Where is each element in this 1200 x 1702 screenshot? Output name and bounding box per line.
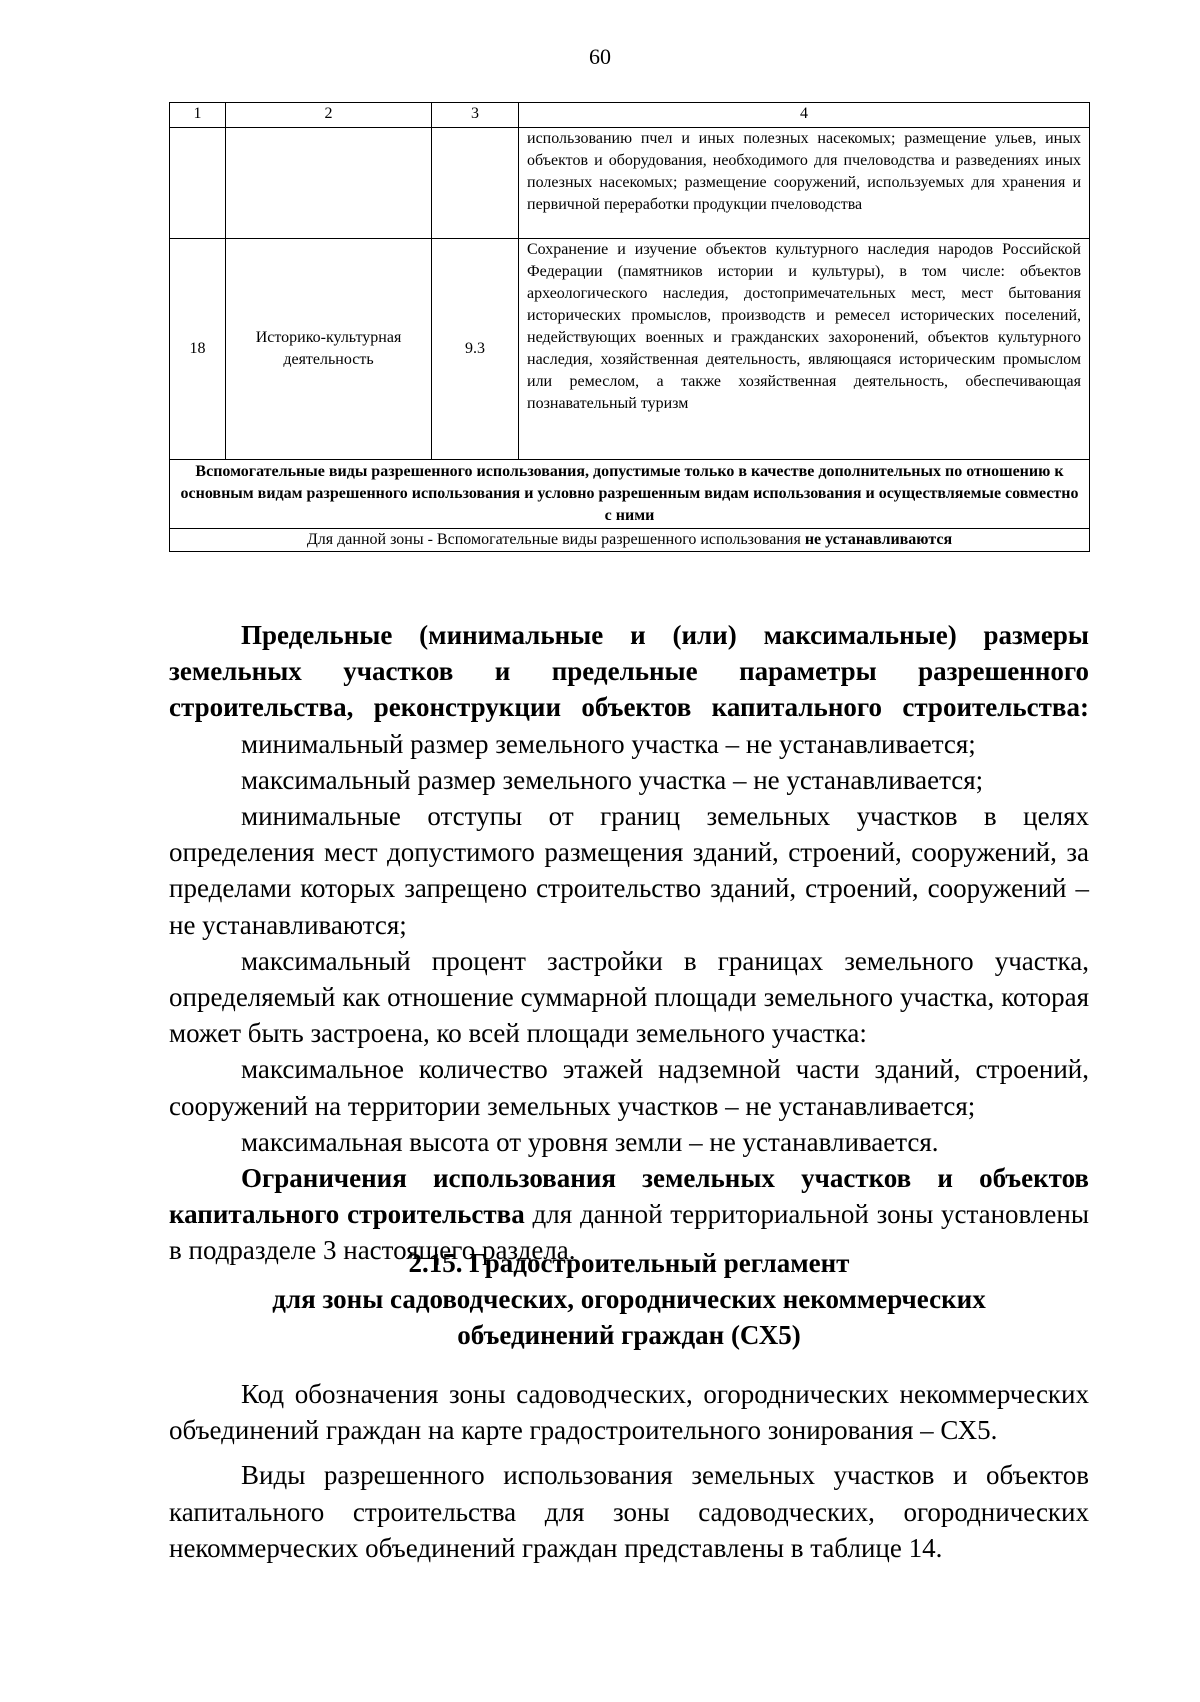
- aux-note-prefix: Для данной зоны - Вспомогательные виды разрешенного использования: [306, 531, 805, 548]
- name-cell: [226, 128, 432, 239]
- num-cell: [170, 128, 226, 239]
- aux-heading-cell: Вспомогательные виды разрешенного использования, допустимые только в качестве дополнительных по отношению к основным видам разрешенного использования и условно разрешенным видам использования и осуществляемые совместно с ними: [170, 460, 1090, 529]
- header-cell: 4: [519, 103, 1090, 128]
- limit-item: максимальная высота от уровня земли – не устанавливается.: [241, 1126, 939, 1157]
- limit-item: максимальный размер земельного участка – не устанавливается;: [241, 764, 984, 795]
- limit-item: минимальный размер земельного участка – не устанавливается;: [241, 728, 976, 759]
- section-title-line: объединений граждан (СХ5): [457, 1320, 801, 1350]
- code-cell: [432, 128, 519, 239]
- aux-note-cell: [170, 529, 1090, 552]
- header-cell: 1: [170, 103, 226, 128]
- header-cell: 2: [226, 103, 432, 128]
- table-row-18: [170, 239, 1090, 460]
- description-cell: использованию пчел и иных полезных насекомых; размещение ульев, иных объектов и оборудования, необходимого для пчеловодства и разведениях иных полезных насекомых; размещение сооружений, используемых для хранения и первичной переработки продукции пчеловодства: [519, 128, 1090, 239]
- name-cell: Историко-культурная деятельность: [226, 239, 432, 460]
- table-row-aux-heading: [170, 460, 1090, 529]
- restrictions-bold: Ограничения использования земельных участков и объектов капитального строительства: [169, 1163, 1089, 1230]
- code-cell: 9.3: [432, 239, 519, 460]
- permitted-use-table: [169, 102, 1090, 552]
- limits-heading: Предельные (минимальные и (или) максимальные) размеры земельных участков и предельные параметры разрешенного строительства, реконструкции объектов капитального строительства:: [169, 620, 1089, 723]
- page-number: 60: [589, 44, 611, 69]
- table-header-row: [170, 103, 1090, 128]
- table-row-continuation: [170, 128, 1090, 239]
- header-cell: 3: [432, 103, 519, 128]
- num-cell: 18: [170, 239, 226, 460]
- limit-item: максимальный процент застройки в границах земельного участка, определяемый как отношение суммарной площади земельного участка, которая может быть застроена, ко всей площади земельного участка:: [169, 945, 1089, 1049]
- restrictions-rest: для данной территориальной зоны установлены в подразделе 3 настоящего раздела.: [169, 1199, 1089, 1266]
- section-title-line: 2.15. Градостроительный регламент: [408, 1248, 850, 1278]
- limits-section: [169, 617, 1089, 1269]
- description-cell: Сохранение и изучение объектов культурного наследия народов Российской Федерации (памятников истории и культуры), в том числе: объектов археологического наследия, достопримечательных мест, мест бытования исторических промыслов, производств и ремесел исторических поселений, недействующих военных и гражданских захоронений, объектов культурного наследия, хозяйственная деятельность, являющаяся историческим промыслом или ремеслом, а также хозяйственная деятельность, обеспечивающая познавательный туризм: [519, 239, 1090, 460]
- section-title-line: для зоны садоводческих, огороднических некоммерческих: [272, 1284, 986, 1314]
- aux-note-bold: не устанавливаются: [804, 531, 953, 548]
- section-title: [169, 1245, 1089, 1353]
- section-body: [169, 1376, 1089, 1575]
- limit-item: минимальные отступы от границ земельных участков в целях определения мест допустимого размещения зданий, строений, сооружений, за пределами которых запрещено строительство зданий, строений, сооружений – не устанавливаются;: [169, 801, 1089, 940]
- zone-code-paragraph: Код обозначения зоны садоводческих, огороднических некоммерческих объединений граждан на карте градостроительного зонирования – СХ5.: [169, 1379, 1089, 1446]
- permitted-uses-paragraph: Виды разрешенного использования земельных участков и объектов капитального строительства для зоны садоводческих, огороднических некоммерческих объединений граждан представлены в таблице 14.: [169, 1460, 1089, 1563]
- limit-item: максимальное количество этажей надземной части зданий, строений, сооружений на территории земельных участков – не устанавливается;: [169, 1054, 1089, 1121]
- table-row-aux-note: [170, 529, 1090, 552]
